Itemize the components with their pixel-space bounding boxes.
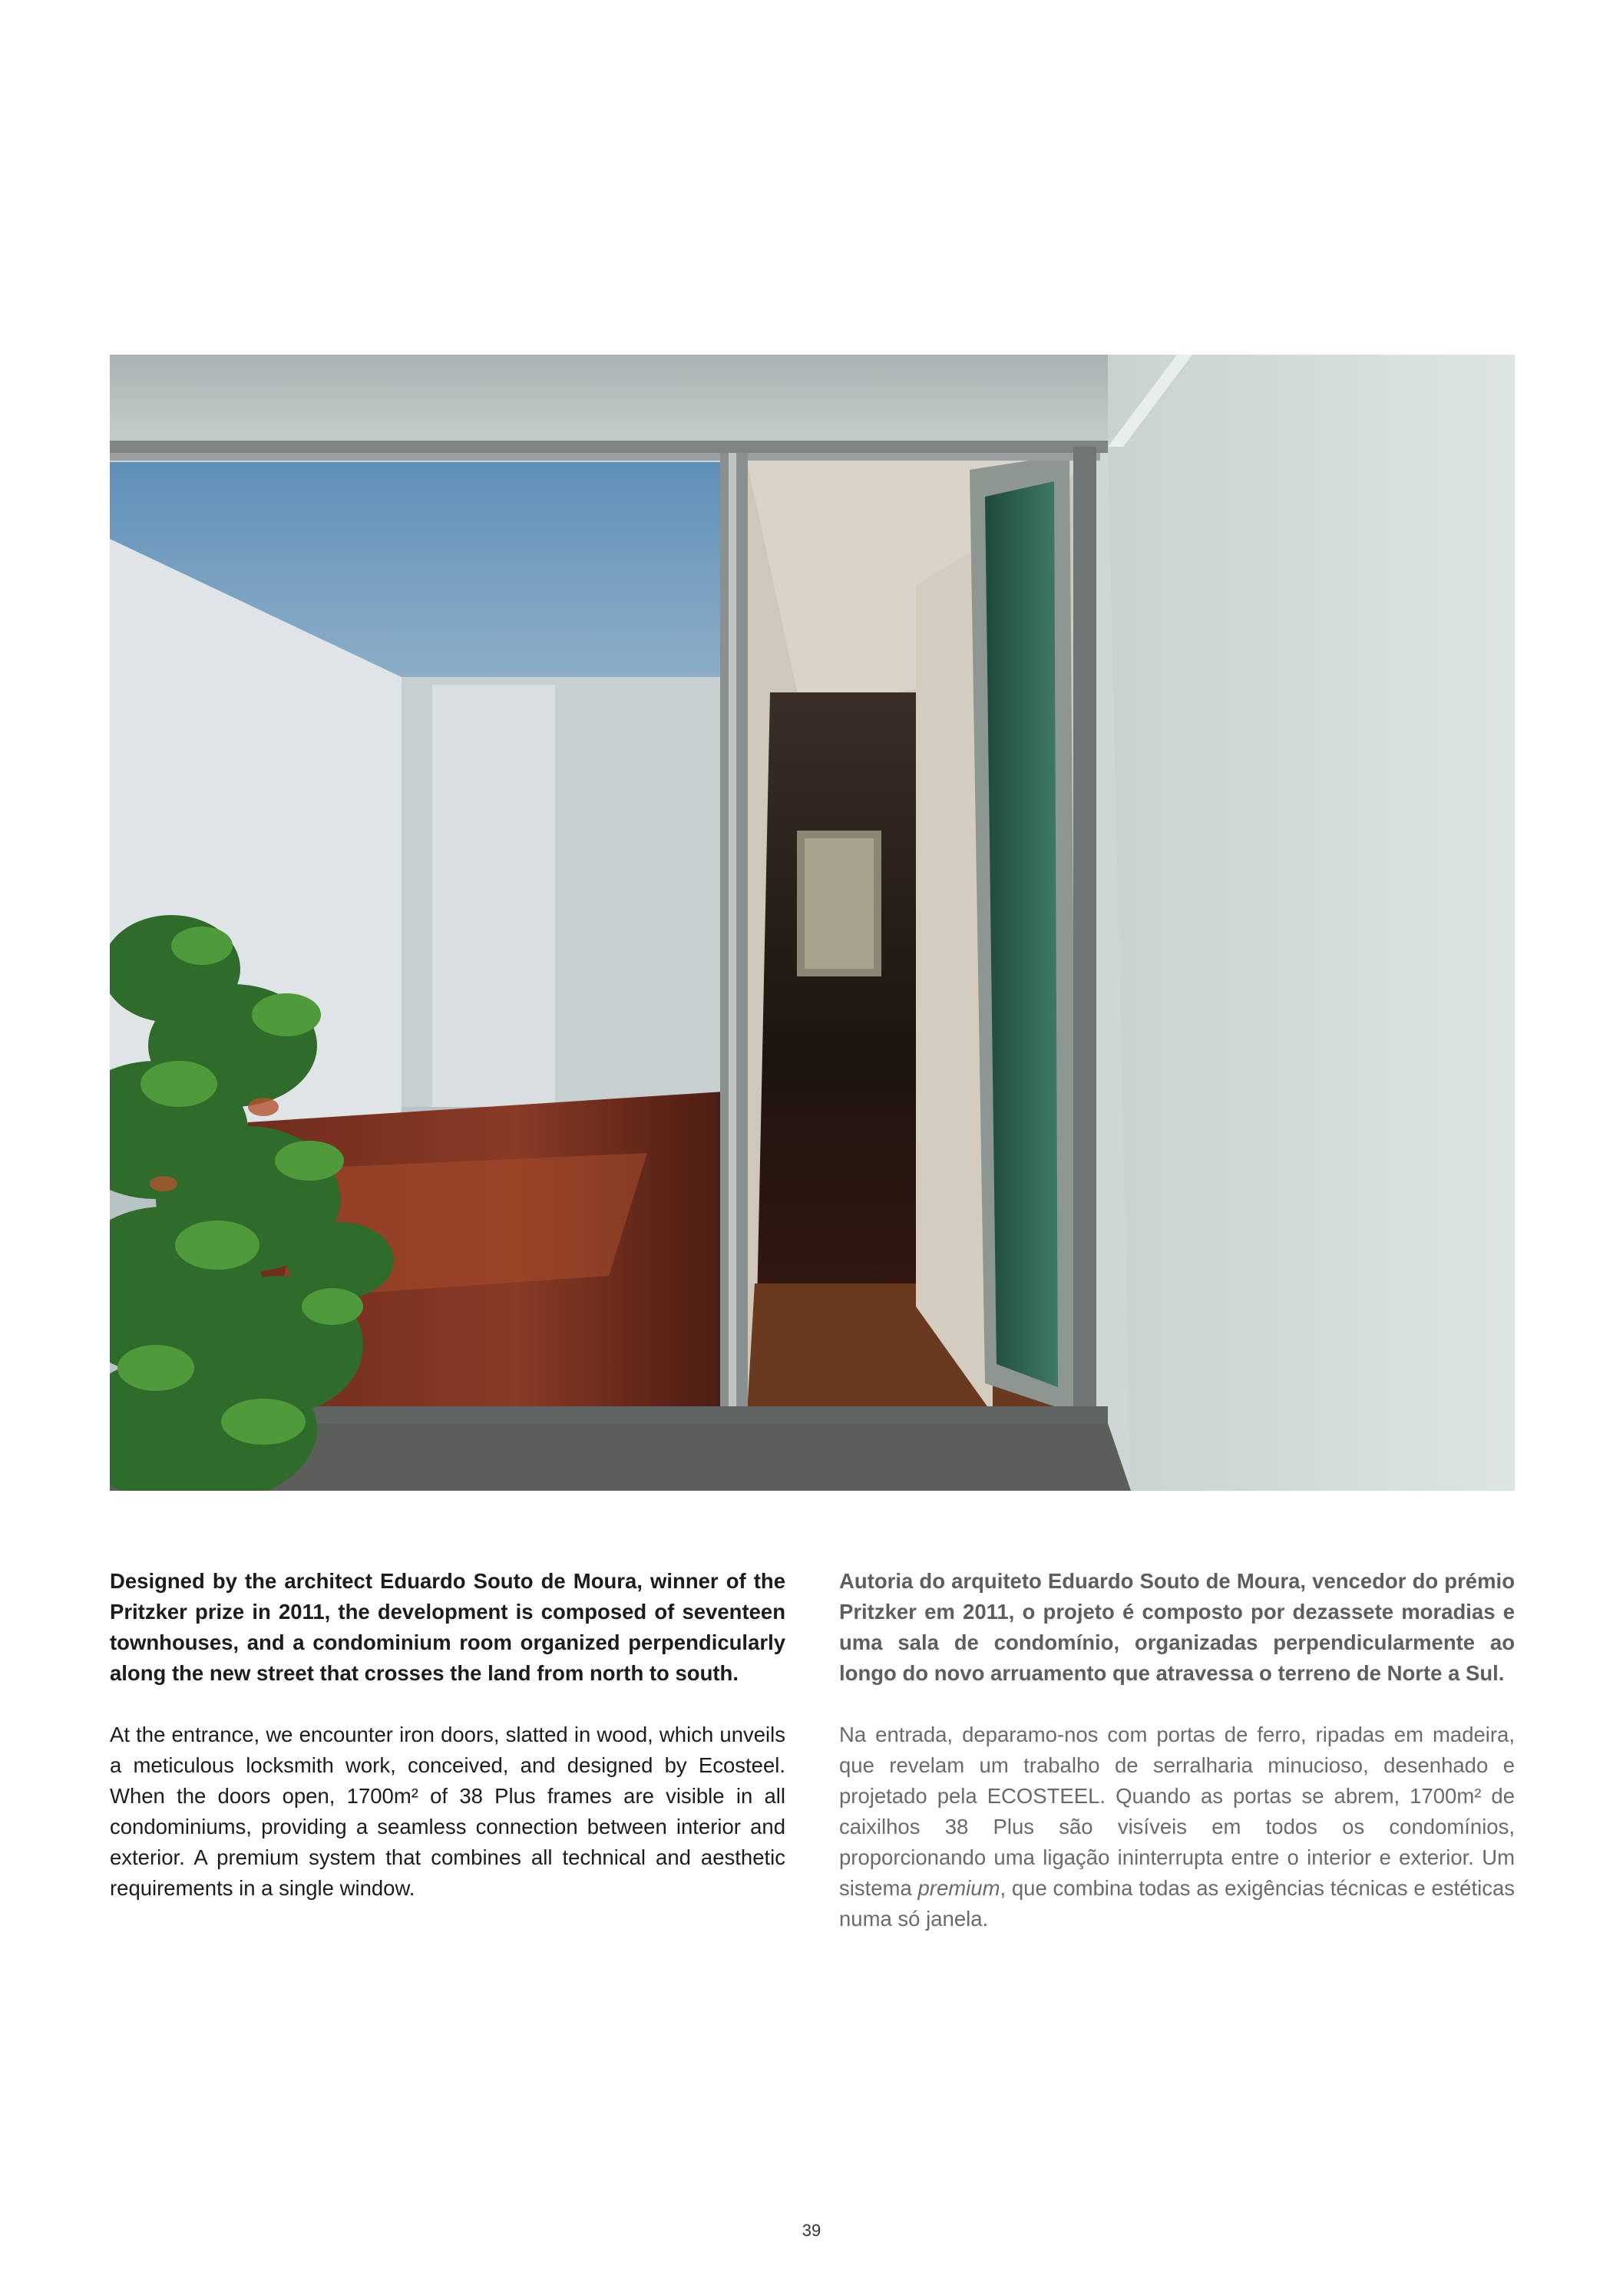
portuguese-body-emphasis: premium [917, 1876, 1000, 1900]
entrance-photo-illustration [110, 355, 1515, 1491]
portuguese-lead-paragraph: Autoria do arquiteto Eduardo Souto de Moura, vencedor do prémio Pritzker em 2011, o projeto é composto por dezassete moradias e uma sala de condomínio, organizadas perpendicularmente ao longo do novo arruamento que atravessa o terreno de Norte a Sul. [839, 1569, 1515, 1685]
portuguese-body-paragraph [839, 1720, 1515, 1934]
portuguese-text-column [839, 1566, 1515, 1934]
portuguese-body-text-1: Na entrada, deparamo-nos com portas de ferro, ripadas em madeira, que revelam um trabalho de serralharia minucioso, desenhado e projetado pela ECOSTEEL. Quando as portas se abrem, 1700m² de caixilhos 38 Plus são visíveis em todos os condomínios, proporcionando uma ligação ininterrupta entre o interior e exterior. Um sistema [839, 1723, 1515, 1900]
portuguese-body-text-2: , que combina todas as exigências técnicas e estéticas numa só janela. [839, 1876, 1515, 1931]
entrance-photo [110, 355, 1515, 1491]
english-body-paragraph: At the entrance, we encounter iron doors, slatted in wood, which unveils a meticulous locksmith work, conceived, and designed by Ecosteel. When the doors open, 1700m² of 38 Plus frames are visible in all condominiums, providing a seamless connection between interior and exterior. A premium system that combines all technical and aesthetic requirements in a single window. [110, 1723, 785, 1900]
page-number: 39 [802, 2221, 821, 2240]
english-text-column [110, 1566, 785, 1904]
english-lead-paragraph: Designed by the architect Eduardo Souto de Moura, winner of the Pritzker prize in 2011, the development is composed of seventeen townhouses, and a condominium room organized perpendicularly along the new street that crosses the land from north to south. [110, 1569, 785, 1685]
